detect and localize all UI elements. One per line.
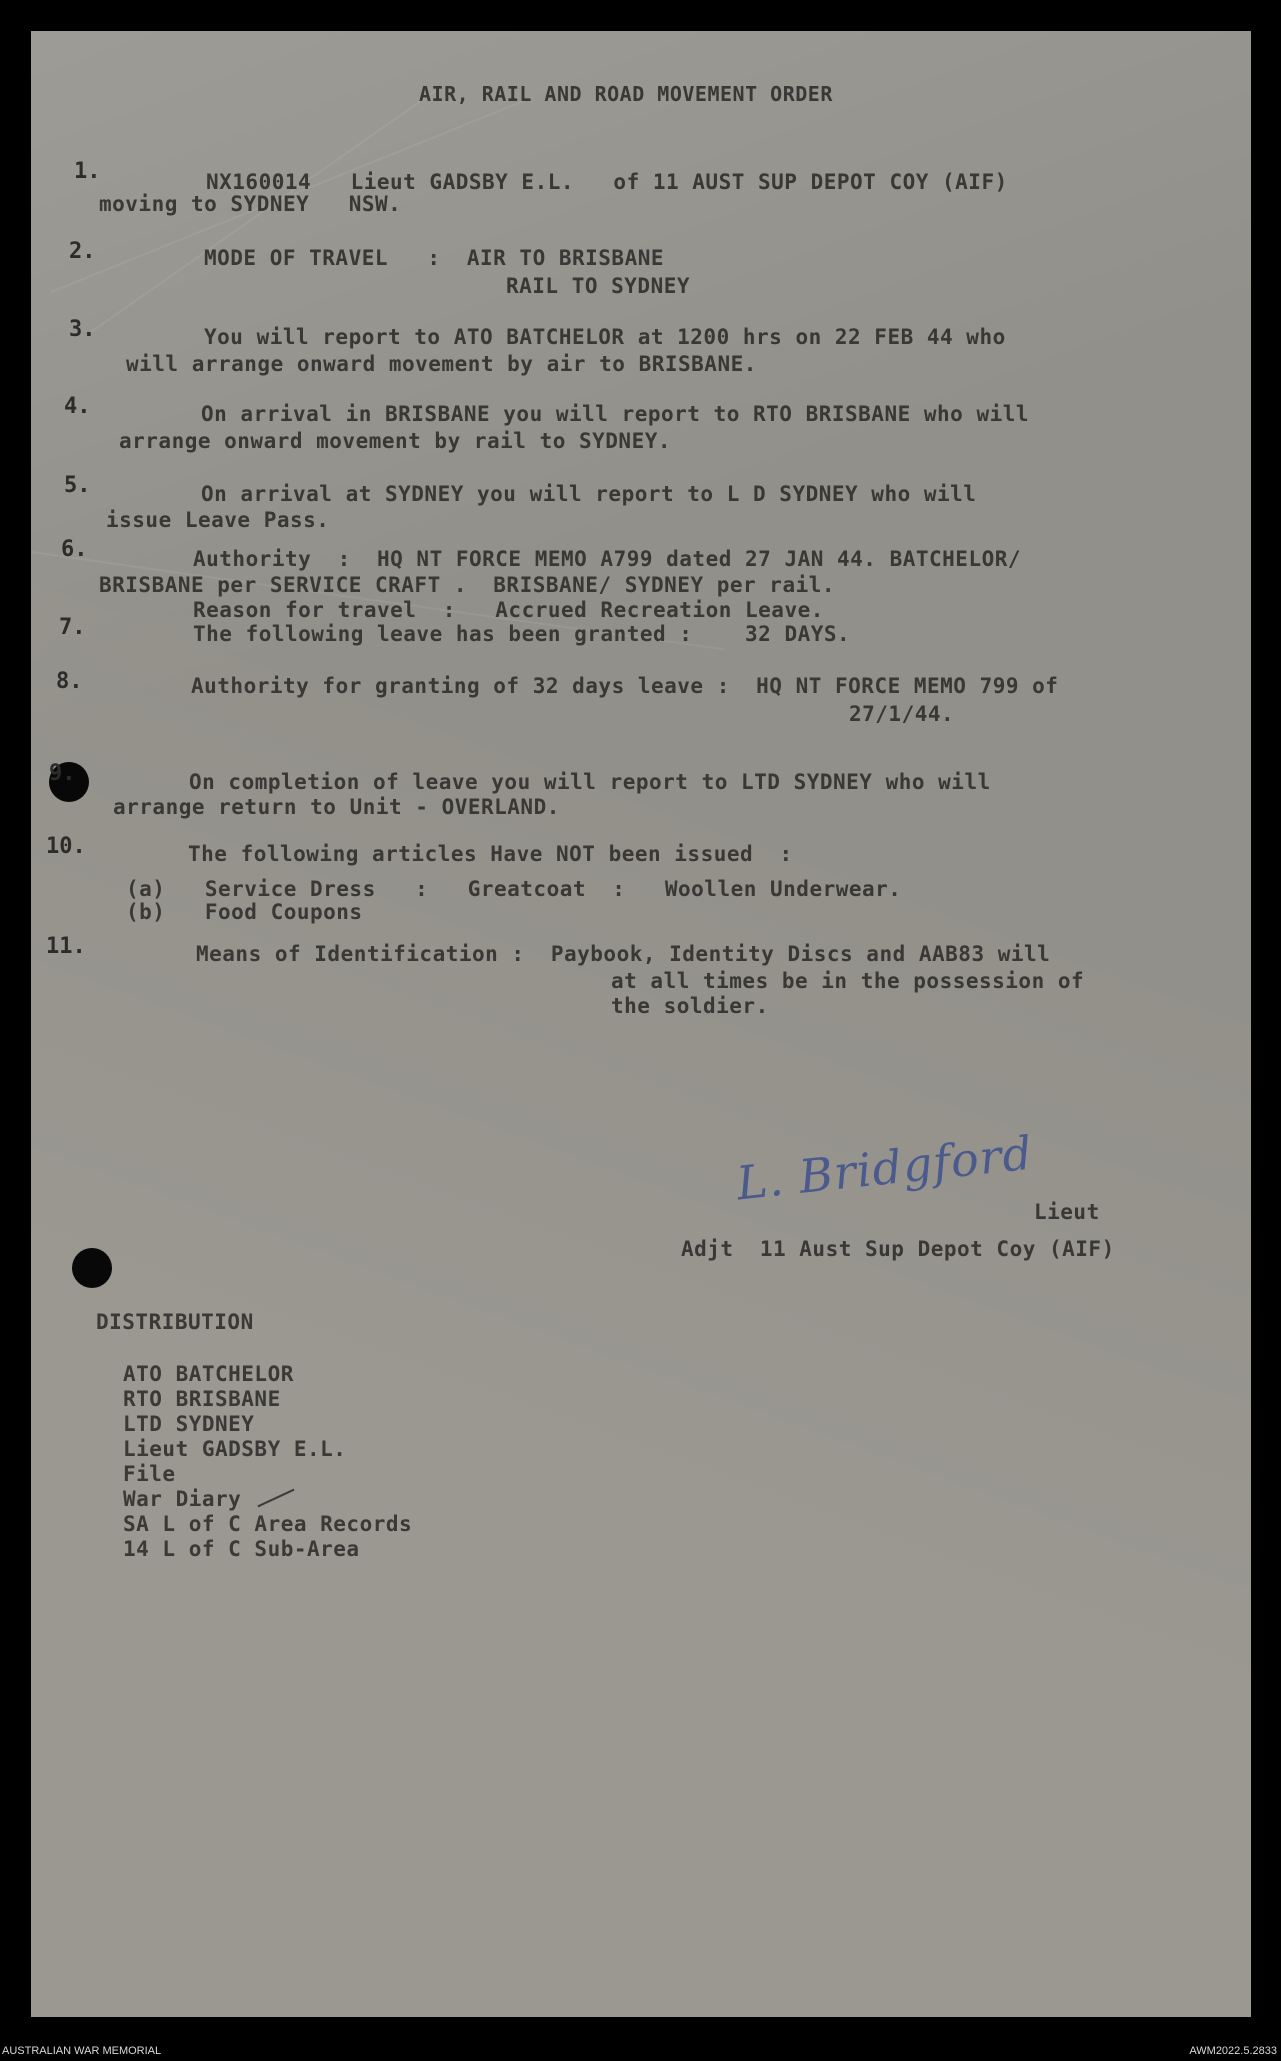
handwritten-signature: L. Bridgford [733,1125,1036,1211]
item-number: 4. [64,394,91,419]
item-line: moving to SYDNEY NSW. [99,192,402,216]
distribution-item: LTD SYDNEY [123,1412,255,1436]
item-line: On completion of leave you will report to LTD SYDNEY who will [189,770,991,794]
footer-credit: AUSTRALIAN WAR MEMORIAL [2,2045,162,2057]
item-line: Reason for travel : Accrued Recreation Leave. [193,598,824,622]
distribution-item: RTO BRISBANE [123,1387,281,1411]
signature-rank: Lieut [1034,1200,1100,1224]
item-line: Means of Identification : Paybook, Identity Discs and AAB83 will [196,942,1051,966]
item-line: NX160014 Lieut GADSBY E.L. of 11 AUST SUP DEPOT COY (AIF) [206,170,1008,194]
distribution-item: 14 L of C Sub-Area [123,1537,360,1561]
document-title: AIR, RAIL AND ROAD MOVEMENT ORDER [419,82,833,106]
item-line: The following leave has been granted : 32 DAYS. [193,622,851,646]
item-line: the soldier. [611,994,769,1018]
item-line: (a) Service Dress : Greatcoat : Woollen Underwear. [126,877,902,901]
item-number: 7. [59,615,86,640]
item-number: 9. [49,761,76,786]
item-line: Authority for granting of 32 days leave : HQ NT FORCE MEMO 799 of [191,674,1059,698]
signature-title: Adjt 11 Aust Sup Depot Coy (AIF) [681,1237,1115,1261]
item-number: 1. [74,159,101,184]
distribution-item: Lieut GADSBY E.L. [123,1437,347,1461]
item-line: arrange onward movement by rail to SYDNEY. [119,429,672,453]
item-line: On arrival at SYDNEY you will report to L D SYDNEY who will [201,482,977,506]
item-line: at all times be in the possession of [611,969,1085,993]
item-number: 8. [56,669,83,694]
item-line: (b) Food Coupons [126,900,363,924]
item-line: arrange return to Unit - OVERLAND. [113,795,560,819]
distribution-item: SA L of C Area Records [123,1512,413,1536]
item-number: 10. [46,834,86,859]
item-number: 6. [61,537,88,562]
footer-bar [0,2045,1281,2061]
item-number: 5. [64,473,91,498]
item-line: You will report to ATO BATCHELOR at 1200 hrs on 22 FEB 44 who [204,325,1006,349]
item-line: The following articles Have NOT been issued : [188,842,793,866]
item-number: 2. [69,239,96,264]
item-line: will arrange onward movement by air to BRISBANE. [126,352,757,376]
item-line: issue Leave Pass. [106,508,330,532]
item-number: 3. [69,317,96,342]
distribution-item: War Diary [123,1487,242,1511]
item-line: 27/1/44. [849,702,955,726]
distribution-item: File [123,1462,176,1486]
item-line: Authority : HQ NT FORCE MEMO A799 dated 27 JAN 44. BATCHELOR/ [193,547,1022,571]
distribution-item: ATO BATCHELOR [123,1362,294,1386]
punch-hole [72,1248,112,1288]
footer-accession-number: AWM2022.5.2833 [1189,2045,1277,2057]
document-page [31,31,1251,2017]
item-line: MODE OF TRAVEL : AIR TO BRISBANE [204,246,665,270]
pen-tick-mark [257,1489,294,1508]
item-number: 11. [46,934,86,959]
item-line: On arrival in BRISBANE you will report to RTO BRISBANE who will [201,402,1030,426]
item-line: RAIL TO SYDNEY [506,274,691,298]
item-line: BRISBANE per SERVICE CRAFT . BRISBANE/ SYDNEY per rail. [99,573,836,597]
distribution-heading: DISTRIBUTION [96,1310,254,1334]
